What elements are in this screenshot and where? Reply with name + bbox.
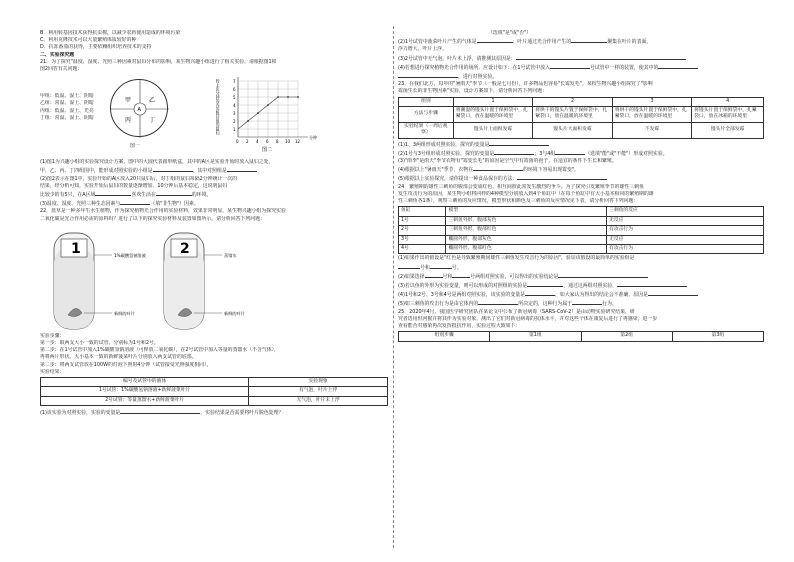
option-b: B．利用转基因技术获得抗虫棉，以减少农药使用造成的环境污染	[40, 30, 181, 36]
line-graph	[216, 73, 326, 153]
q22-results-table	[40, 377, 388, 406]
step-3: 第三步：将两支试管放在100W的灯泡下照射4分钟（试管接受光照强度相同）。	[40, 361, 212, 368]
table-row	[399, 216, 764, 225]
tube-2-number: 2	[180, 240, 190, 257]
steps-title: 实验步骤：	[40, 332, 65, 339]
q22-part1: (1)该实验为对照实验，实验的变量是 ，实验结果是否需要将叶片脱色处理？	[40, 410, 284, 417]
xtick: 2	[246, 139, 249, 145]
circle-diagram	[111, 80, 169, 138]
table-cell: 1号试管：1%碳酸氢钠溶液+新鲜菠菜叶片	[41, 387, 249, 396]
q24-stem-2: 发生攻击行为的原因，某生物小组将同样的4种模型分别放入到4个鱼缸中（在每个鱼缸中有大小基本相同的繁殖期的雄	[398, 190, 654, 197]
q25-stem-1: 25．2020年4月，我国医学研究团队在某论文中公布了新冠病毒（SARS-CoV-2）是由动物实验研究结果，研	[398, 308, 635, 315]
table-row	[41, 396, 388, 405]
q23-part5: (5)根据以上实验探究，请你提出一种食品保存的方法：	[398, 174, 764, 183]
step-2a: 第二步：在1号试管中加入1%碳酸氢钠溶液（可释放二氧化碳），在2号试管中加入等量的蒸馏水（不含气体），	[40, 347, 279, 354]
table-header: 第3组	[672, 332, 763, 341]
q24-part1: (1)如果作出的假设是"红色是导致繁殖期间雄性三刺鱼发生攻击行为的原因"，验证该假设的最简单的实验组是	[398, 255, 635, 262]
label-center-a: A	[137, 107, 141, 114]
option-d: D．抗冻番茄的获得，主要依赖组织培养技术的支持	[40, 44, 152, 51]
q21-stem-2: 图2回答有关问题：	[40, 66, 83, 73]
step-1: 第一步：取两支大小一致的试管，分别标为1号和2号。	[40, 340, 159, 347]
q21-part3: (3)温度、湿度、光照三种生态因素与 （填"非生物"）因素。	[40, 201, 199, 208]
table-cell: 馒头片全部发霉	[692, 122, 764, 138]
group-ding: 丁组：常温、湿土、阴暗	[40, 114, 94, 121]
right-column	[398, 30, 764, 342]
table-header: 实验现象	[249, 378, 388, 387]
table-cell: 将馒头片置于保鲜袋中，扎紧袋口，放在冰箱的环境里	[692, 107, 764, 123]
figure-1-circle	[110, 79, 168, 137]
q23-stem-1: 23．在我们北方，每年的"暑雨天"季节（一般是七月份），许多物品也容易"长霉发毛"。某校生物兴趣小组探究了"影响	[398, 81, 653, 88]
section-heading: 二、实验探究题	[40, 51, 75, 58]
q21-part2: (2)图2表示在图1中，实验开始的A区放入20只鼠妇后，对丁组的鼠妇每隔2分钟统计一次的	[40, 175, 238, 182]
table-cell: 无气泡，叶片未上浮	[249, 396, 388, 405]
ytick: 1	[233, 127, 236, 133]
table-header: 组别	[399, 97, 454, 106]
table-cell: 馒头片上面很发霉	[453, 122, 533, 138]
tube-2-leaf: 新鲜的叶片	[224, 310, 245, 316]
tube-1-leaf: 新鲜的叶片	[114, 310, 135, 316]
ytick: 7	[233, 79, 236, 85]
table-row	[399, 97, 764, 106]
q21-part1-line2: 甲、乙、丙、丁四组围中，能形成对照实验的小组是 ，其中对照组是	[40, 166, 388, 175]
label-yi: 乙	[149, 97, 156, 105]
r-line-3: (3)2号试管中无气泡，叶片未上浮，请推测其原因是：	[398, 54, 764, 63]
table-cell: 将烘干的馒头片置于保鲜袋中，扎紧袋口，放在温暖的环境里	[612, 107, 692, 123]
table-cell: 无反应	[607, 235, 764, 244]
group-bing: 丙组：低温、湿土、光亮	[40, 107, 94, 114]
figure-row	[40, 73, 388, 159]
left-column	[40, 30, 388, 417]
q21-part1: (1)图1为兴趣小组的实验探究设计方案，图中的大圆代表圆形纸盒，其中的A区是实验开始时放入鼠妇之处，	[40, 159, 274, 166]
table-cell: 三刺鱼外形，腹部灰色	[446, 216, 607, 225]
xtick: 6	[266, 139, 269, 145]
q24-part4: (4)1号和2号、3号和4号是两组对照实验，该实验的变量是 ，如大家认为得出的结论会不准确，原因是	[398, 290, 764, 299]
table-cell: 将潮湿的馒头片置于保鲜袋中，扎紧袋口，放在温暖的环境里	[453, 107, 533, 123]
group-list	[40, 93, 94, 122]
q25-stem-3: 查看能否对感染再次发挥抵抗作用，实验过程大致如下：	[398, 322, 521, 329]
table-header: 1	[453, 97, 533, 106]
table-header: 三刺鱼的反应	[607, 207, 764, 216]
table-header: 鱼缸	[399, 207, 446, 216]
q24-part5: (5)如三刺鱼的攻击行为是由它体内的 所决定的，这种行为属于 行为。	[398, 301, 617, 308]
table-cell: 不发霉	[612, 122, 692, 138]
table-row	[399, 207, 764, 216]
ytick: 4	[233, 103, 236, 109]
ytick: 5	[233, 95, 236, 101]
table-header: 模型	[446, 207, 607, 216]
q24-part1-line2: 号和 号。	[398, 263, 764, 272]
ytick: 3	[233, 111, 236, 117]
q23-design-table	[398, 97, 764, 139]
table-row	[399, 226, 764, 235]
table-cell: 馒头片大面积发霉	[533, 122, 613, 138]
test-tubes-diagram	[40, 225, 280, 331]
r-line-2: 浮力增大，叶片上浮。	[398, 46, 447, 53]
q22-stem-1: 22．蓝草是一种多年生水生植物，作为探究植物光合作用的实验材料，效果非常明显，某生物兴趣小组为探究实验	[40, 208, 286, 215]
table-cell: 3号	[399, 235, 446, 244]
q21-part2-line2: 结果，经分析可知，实验开始后鼠妇的数量逐渐增加，10分钟后基本稳定，这说明鼠妇	[40, 182, 228, 189]
figure-2-graph	[216, 73, 326, 153]
table-header: 3	[612, 97, 692, 106]
q21-part2-line3: 比较少的有5只，在A区域 喜欢生活在 的环境。	[40, 192, 212, 199]
table-row	[399, 332, 764, 341]
q22-stem-2: 二氧化碳是光合作用必需的原料吗？进行了以下的探究实验材料及装置如图所示，请分析回答下列问题：	[40, 215, 265, 222]
table-header: 组别步骤	[399, 332, 490, 341]
q25-stem-2: 究者选用恒河猴并将其作为实验对象，测出了它们对新冠病毒的抗体水平，并对这些个体在康复后进行了再感染，进一步	[398, 315, 658, 322]
table-header: 编号及试管中的液体	[41, 378, 249, 387]
q25-table	[398, 331, 764, 341]
q24-table	[398, 206, 764, 254]
r-line-1: (2)1号试管中菠菜叶片产生的气体是 ：叶片通过光合作用产生的 聚集在叶片的表面，	[398, 39, 652, 46]
option-c: C．利用克隆技术可以大量繁殖体质较好的种	[40, 37, 137, 44]
q23-part4: (4)根据以上"暑雨天"季节，衣物在 的环境下容易出现霉变"。	[398, 167, 580, 174]
xtick: 10	[285, 139, 291, 145]
results-title: 实验结果：	[40, 368, 65, 375]
table-cell: 有攻击行为	[607, 244, 764, 253]
table-cell: 1号	[399, 216, 446, 225]
r-line-4: (4)若想进行探究植物光合作用的场所，应设计如下：在1号试管中放入 号试管中一样的装置，使其中的	[398, 63, 764, 72]
q24-part2: (2)如果选择 号和 号两组对照实验，可以得出的实验结论是	[398, 272, 764, 281]
table-cell: 将烘干的馒头片置于保鲜袋中，扎紧袋口，放在温暖的环境里	[533, 107, 613, 123]
q24-part3: (3)若以鱼的外形为实验变量，则可以形成的对照组的实验是 ，通过这两组对照实验，	[398, 281, 764, 290]
xtick: 4	[256, 139, 259, 145]
table-cell: 实验结果（一周后观察）	[399, 122, 454, 138]
table-row	[399, 122, 764, 138]
label-jia: 甲	[125, 97, 132, 105]
q23-part1: (1)1、3两组形成对照实验，探究的变量是	[398, 140, 764, 149]
table-cell: 椭圆外形，腹部灰色	[446, 235, 607, 244]
group-yi: 乙组：常温、湿土、阴暗	[40, 100, 94, 107]
graph-ylabel: 较上次分钟的内的数目组的鼠妇	[216, 79, 221, 136]
r-line-0: （选填"是"或"否"）	[488, 30, 532, 36]
step-2b: 再将两片形状、大小基本一致的新鲜菠菜叶片分别放入两支试管的底部。	[40, 354, 197, 361]
r-line-5: ，进行对照实验。	[398, 72, 764, 81]
xtick: 8	[276, 139, 279, 145]
q23-stem-2: 霉菌生长的非生物因素"实验，设计方案如下，请分析回答下列问题：	[398, 88, 547, 95]
xtick: 12	[295, 139, 301, 145]
table-cell: 4号	[399, 244, 446, 253]
table-cell: 2号试管：等量蒸馏水+新鲜菠菜叶片	[41, 396, 249, 405]
table-cell: 有攻击行为	[607, 226, 764, 235]
q23-part3: (3)"雨季"是雨天"季节衣物有"霉变长毛"的原因是空气中有霉菌的孢子，在适宜的条件下生长和繁殖。	[398, 158, 617, 165]
tube-1-number: 1	[71, 240, 81, 257]
table-header: 第2组	[581, 332, 672, 341]
table-row	[399, 244, 764, 253]
table-cell: 椭圆外形，腹部红色	[446, 244, 607, 253]
figure-2-caption: 图二	[262, 147, 273, 154]
q23-part2: (2)1号与3号组形成对照实验，探究的变量是 ；3与4组 （选填"能"或"不能"）形成对照实验。	[398, 150, 668, 157]
table-header: 第1组	[490, 332, 581, 341]
figure-1-caption: 图一	[130, 143, 140, 150]
q21-stem-1: 21．为了探究"温度、湿度、光照三种因素对鼠妇分布的影响，某生物兴趣小组进行了相关实验，请根据图1和	[40, 58, 277, 65]
ytick: 2	[233, 119, 236, 125]
tube-2-solution: 蒸馏水	[224, 252, 237, 258]
table-header: 4	[692, 97, 764, 106]
table-cell: 方法与步骤	[399, 107, 454, 123]
group-jia: 甲组：低温、湿土、阴暗	[40, 93, 94, 100]
label-ding: 丁	[149, 117, 156, 125]
table-row	[41, 387, 388, 396]
table-cell: 2号	[399, 226, 446, 235]
table-row	[41, 378, 388, 387]
label-bing: 丙	[125, 117, 132, 125]
table-row	[399, 235, 764, 244]
tube-1-solution: 1%碳酸氢钠溶液	[114, 252, 146, 258]
q24-stem-3: 性三刺鱼各1条），观察三刺鱼的反应情况，模型形状和颜色及三刺鱼的反应情况见下表，请分析回答下列问题：	[398, 198, 639, 205]
xtick: 0	[236, 139, 239, 145]
x-unit: 分钟	[309, 135, 317, 141]
table-cell: 有气泡，叶片上浮	[249, 387, 388, 396]
ytick: 6	[233, 87, 236, 93]
table-cell: 三刺鱼外形，腹部红色	[446, 226, 607, 235]
table-row	[399, 107, 764, 123]
table-header: 2	[533, 97, 613, 106]
table-cell: 无反应	[607, 216, 764, 225]
column-divider	[393, 26, 394, 548]
tube-figure	[40, 225, 388, 331]
q24-stem-1: 24．繁殖期的雄性三刺鱼的腹部会变成红色，相互间彼此常发生激烈的争斗。为了探究引发繁殖季节的雄性三刺鱼	[398, 183, 644, 190]
